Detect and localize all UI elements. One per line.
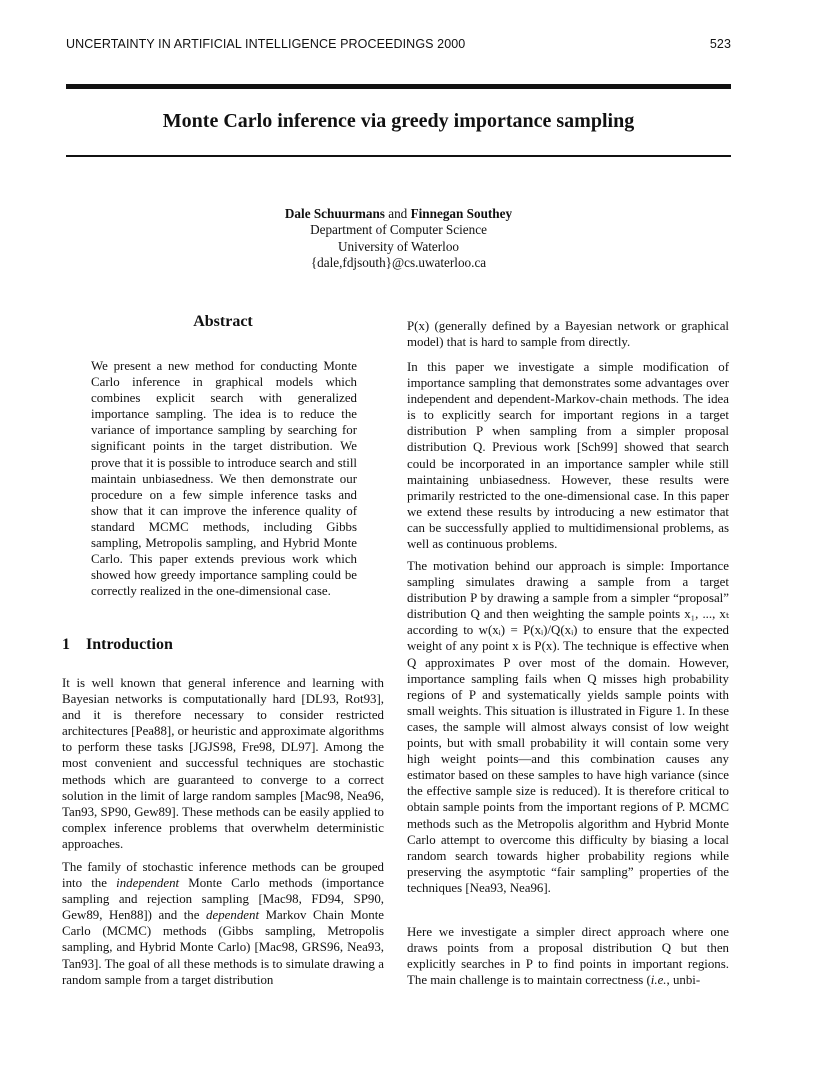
intro-paragraph-1: It is well known that general inference and learning with Bayesian networks is computationally hard [DL93, Rot93], and it is therefore necessary to consider restricted architectures [Pea88], or heuristic and approximate algorithms to perform these tasks [JGJS98, Fre98, DL97]. Among the most convenient and successful techniques are stochastic methods which are guaranteed to converge to a correct solution in the limit of large random samples [Mac98, Nea96, Tan93, SP90, Gew89]. These methods can be easily applied to complex inference problems that overwhelm deterministic approaches. <box>62 676 384 851</box>
section-heading-introduction <box>62 636 173 654</box>
abstract-heading: Abstract <box>193 313 253 330</box>
author-1: Dale Schuurmans <box>284 206 385 221</box>
author-names <box>66 206 731 222</box>
right-paragraph-1: In this paper we investigate a simple modification of importance sampling that demonstrates some advantages over independent and dependent-Markov-chain methods. The idea is to explicitly search for important regions in a target distribution P when sampling from a simpler proposal distribution Q. Previous work [Sch99] showed that search could be incorporated in an importance sampler while still maintaining unbiasedness. However, these results were primarily restricted to the one-dimensional case. In this paper we extend these results by introducing a new estimator that can be successfully applied to multidimensional problems, as well as continuous problems. <box>407 360 729 552</box>
emphasis-independent: independent <box>116 876 180 891</box>
author-block <box>66 206 731 272</box>
running-title: UNCERTAINTY IN ARTIFICIAL INTELLIGENCE PROCEEDINGS 2000 <box>66 37 466 51</box>
author-email: {dale,fdjsouth}@cs.uwaterloo.ca <box>310 255 487 271</box>
running-header <box>66 37 731 51</box>
section-title: Introduction <box>86 636 173 653</box>
abstract-text: We present a new method for conducting Monte Carlo inference in graphical models which combines explicit search with generalized importance sampling. The idea is to reduce the variance of importance sampling by searching for significant points in the target distribution. We prove that it is possible to introduce search and still maintain unbiasedness. We then demonstrate our procedure on a few simple inference tasks and show that it can improve the inference quality of standard MCMC methods, including Gibbs sampling, Metropolis sampling, and Hybrid Monte Carlo. This paper extends previous work which showed how greedy importance sampling could be correctly realized in the one-dimensional case. <box>91 359 357 599</box>
right-paragraph-3: Here we investigate a simpler direct approach where one draws points from a proposal distribution Q but then explicitly searches in P to find points in important regions. The main challenge is to maintain correctness (i.e., unbi- <box>407 925 729 988</box>
emphasis-dependent: dependent <box>206 908 260 923</box>
emphasis-ie: i.e. <box>650 973 667 988</box>
paper-title: Monte Carlo inference via greedy importance sampling <box>162 110 635 132</box>
intro-paragraph-2: The family of stochastic inference methods can be grouped into the independent Monte Carlo methods (importance sampling and rejection sampling [Mac98, FD94, SP90, Gew89, Hen88]) and the dependent Markov Chain Monte Carlo (MCMC) methods (Gibbs sampling, Metropolis sampling, and Hybrid Monte Carlo) [Mac98, GRS96, Nea93, Tan93]. The goal of all these methods is to simulate drawing a random sample from a target distribution <box>62 860 384 987</box>
title-rule-top <box>66 84 731 89</box>
right-paragraph-0: P(x) (generally defined by a Bayesian network or graphical model) that is hard to sample from directly. <box>407 319 729 350</box>
author-2: Finnegan Southey <box>410 206 513 221</box>
section-number: 1 <box>62 636 70 653</box>
title-rule-bottom <box>66 155 731 157</box>
page-number: 523 <box>709 37 731 51</box>
author-department: Department of Computer Science <box>310 222 487 238</box>
right-paragraph-2: The motivation behind our approach is simple: Importance sampling simulates drawing a sample from a target distribution P by drawing a sample from a simpler “proposal” distribution Q and then weighting the sample points x₁, ..., xₜ according to w(xᵢ) = P(xᵢ)/Q(xᵢ) to ensure that the expected weight of any point x is P(x). The technique is effective when Q approximates P over most of the domain. However, importance sampling fails when Q misses high probability regions of P and systematically yields sample points with small weights. This situation is illustrated in Figure 1. In these cases, the sample will almost always consist of low weight points, but with small probability it will contain some very high weight points—and this combination causes any estimator based on these samples to have high variance (since the effective sample size is reduced). It is therefore critical to obtain sample points from the important regions of P. MCMC methods such as the Metropolis algorithm and Hybrid Monte Carlo attempt to overcome this difficulty by biasing a local random search towards higher probability regions while preserving the asymptotic “fair sampling” properties of the techniques [Nea93, Nea96]. <box>407 559 729 895</box>
author-conjunction: and <box>388 206 408 221</box>
author-university: University of Waterloo <box>337 238 460 254</box>
